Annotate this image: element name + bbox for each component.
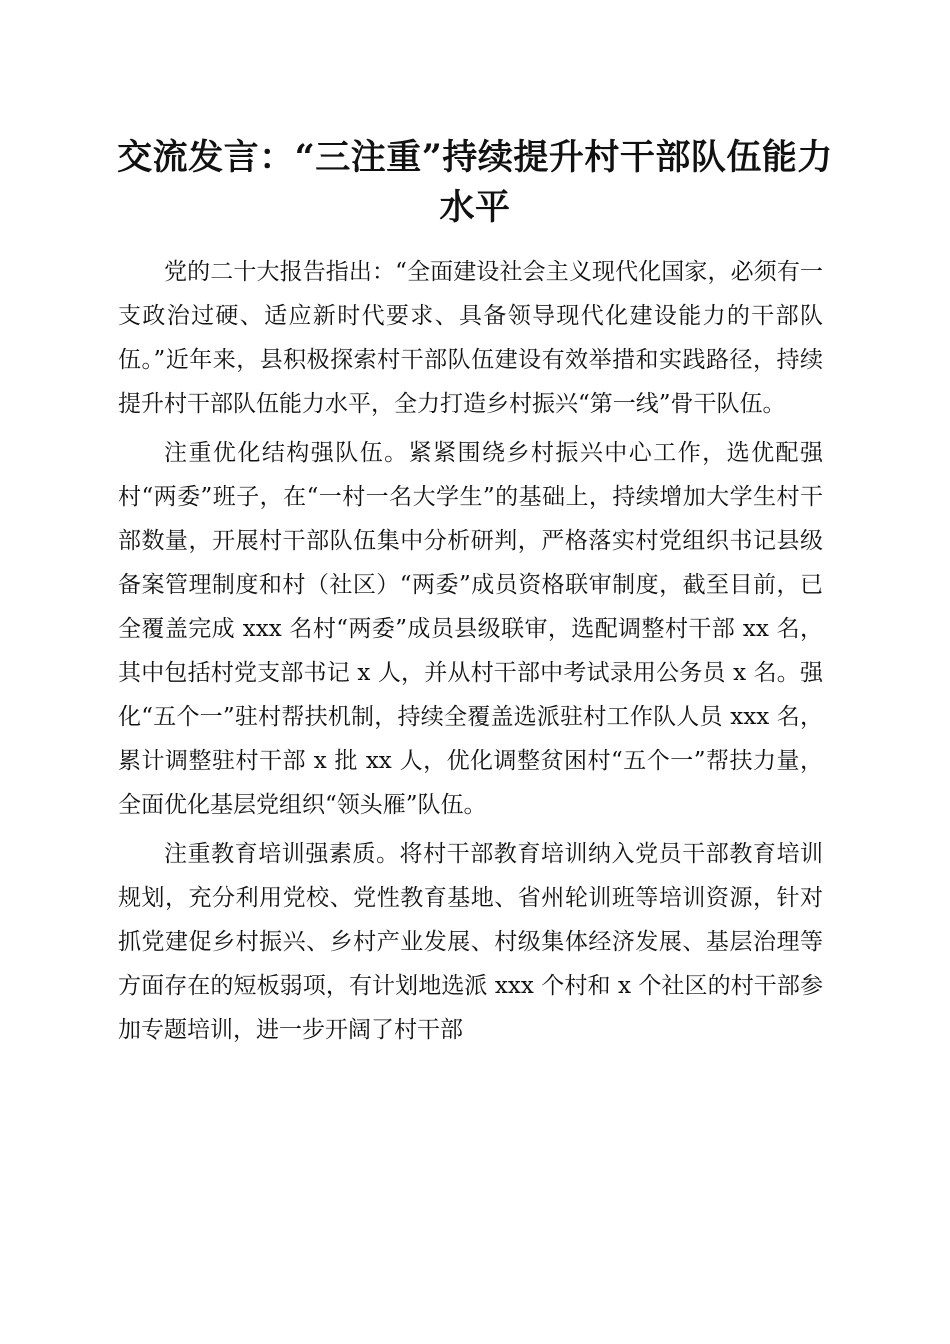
paragraph-training: 注重教育培训强素质。将村干部教育培训纳入党员干部教育培训规划，充分利用党校、党性教育基地、省州轮训班等培训资源，针对抓党建促乡村振兴、乡村产业发展、村级集体经济发展、基层治理等方面存在的短板弱项，有计划地选派 xxx 个村和 x 个社区的村干部参加专题培训，进一步开阔了村干部 <box>118 841 823 1043</box>
paragraph-intro: 党的二十大报告指出：“全面建设社会主义现代化国家，必须有一支政治过硬、适应新时代要求、具备领导现代化建设能力的干部队伍。”近年来，县积极探索村干部队伍建设有效举措和实践路径，持续提升村干部队伍能力水平，全力打造乡村振兴“第一线”骨干队伍。 <box>118 259 823 417</box>
document-title: 交流发言：“三注重”持续提升村干部队伍能力水平 <box>117 137 833 228</box>
paragraph-structure: 注重优化结构强队伍。紧紧围绕乡村振兴中心工作，选优配强村“两委”班子，在“一村一名大学生”的基础上，持续增加大学生村干部数量，开展村干部队伍集中分析研判，严格落实村党组织书记县级备案管理制度和村（社区）“两委”成员资格联审制度，截至目前，已全覆盖完成 xxx 名村“两委”成员县级联审，选配调整村干部 xx 名，其中包括村党支部书记 x 人，并从村干部中考试录用公务员 x 名。强化“五个一”驻村帮扶机制，持续全覆盖选派驻村工作队人员 xxx 名，累计调整驻村干部 x 批 xx 人，优化调整贫困村“五个一”帮扶力量，全面优化基层党组织“领头雁”队伍。 <box>118 440 823 818</box>
document-body <box>118 250 823 1057</box>
